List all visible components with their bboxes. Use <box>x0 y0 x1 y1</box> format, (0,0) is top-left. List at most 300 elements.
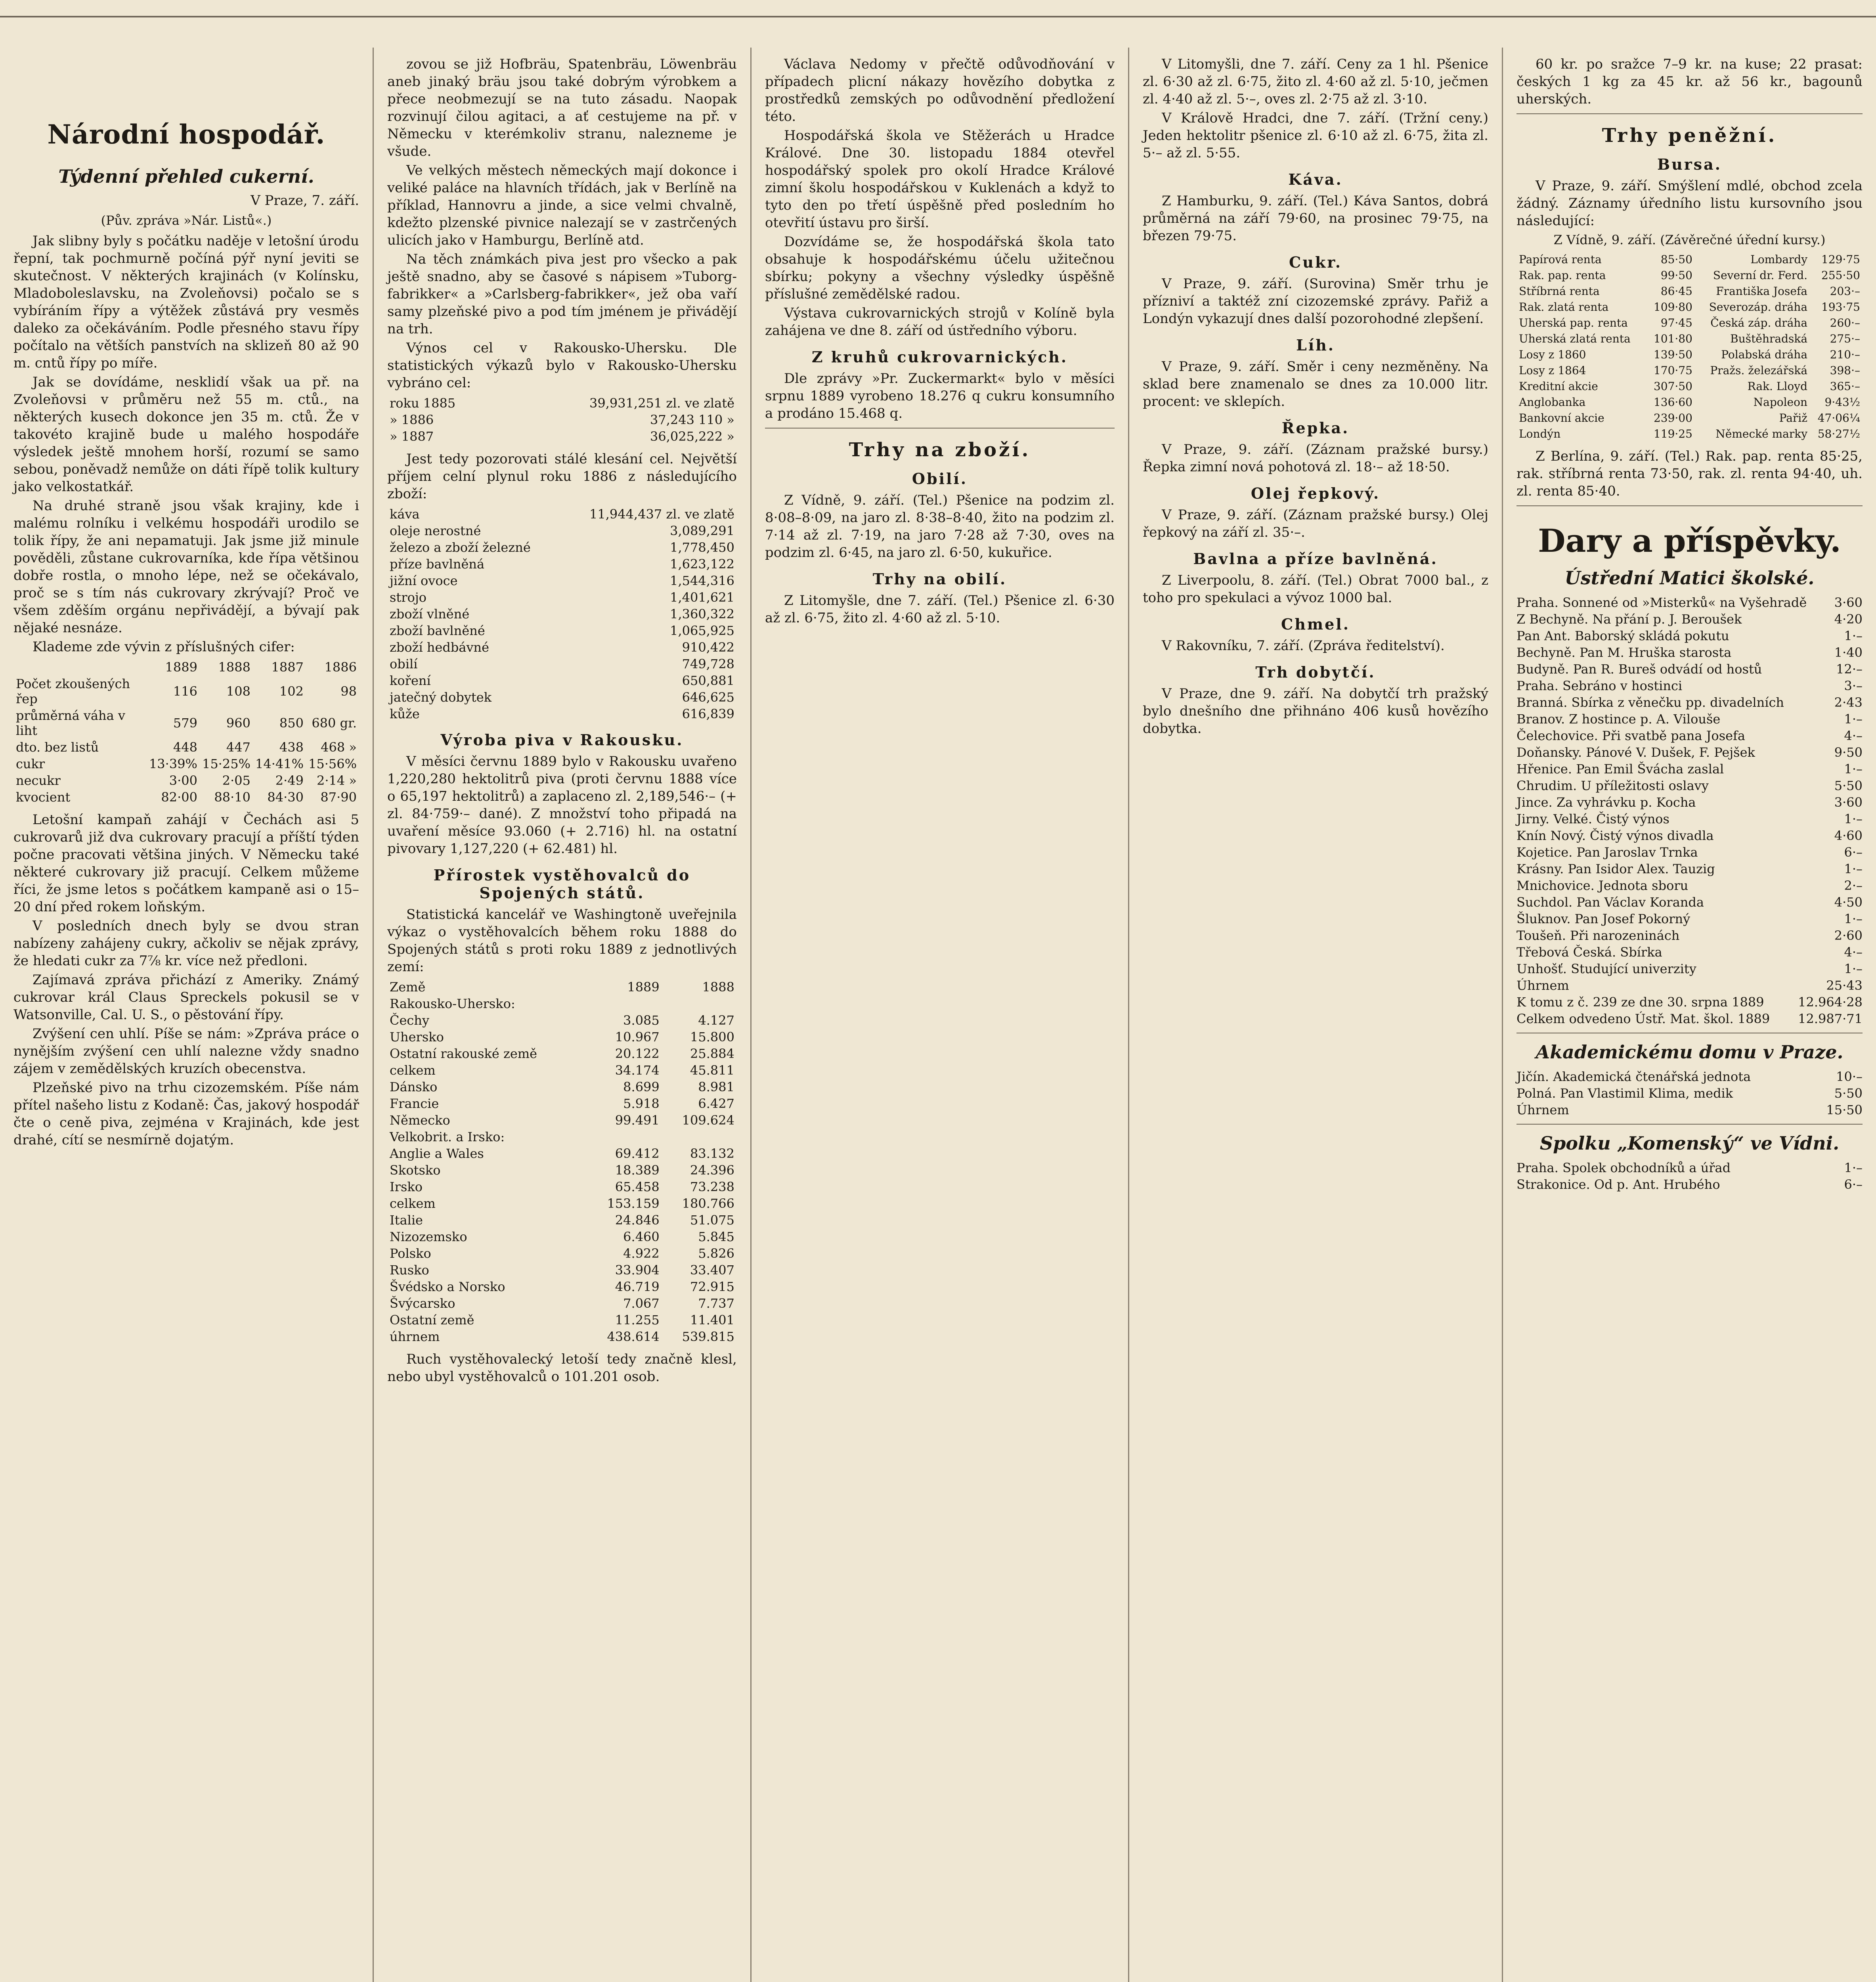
text-cell: 83.132 <box>690 1146 734 1161</box>
section-title: Národní hospodář. <box>47 119 325 150</box>
table-row <box>1516 252 1863 268</box>
list-item <box>1516 911 1863 927</box>
text-cell: 97·45 <box>1660 316 1692 329</box>
text-cell: 4·– <box>1844 945 1863 960</box>
text-cell: 119·25 <box>1653 427 1692 440</box>
text-cell: 11,944,437 zl. ve zlatě <box>589 507 734 522</box>
list-item <box>1516 611 1863 628</box>
text-cell: Londýn <box>1519 427 1561 440</box>
text-cell: 1·– <box>1844 961 1863 976</box>
text-cell: koření <box>390 673 431 688</box>
table-row <box>387 689 737 706</box>
list-item <box>1516 877 1863 894</box>
text-cell: 84·30 <box>267 790 304 805</box>
text-cell: 15.800 <box>690 1029 734 1045</box>
text-cell: 398·– <box>1830 364 1860 377</box>
text-cell: Polsko <box>390 1246 431 1261</box>
text-cell: 960 <box>226 716 251 731</box>
column-4 <box>1129 55 1502 1982</box>
table-row <box>387 1112 737 1129</box>
text-cell: kvocient <box>16 790 71 805</box>
text-cell: Pražs. železářská <box>1710 364 1808 377</box>
text-cell: 51.075 <box>690 1213 734 1228</box>
text-cell: Irsko <box>390 1179 423 1194</box>
text-cell: 11.401 <box>690 1312 734 1328</box>
text-cell: 37,243 110 » <box>650 412 734 427</box>
sugar-circles-title: Z kruhů cukrovarnických. <box>811 348 1068 366</box>
text-cell: 180.766 <box>682 1196 734 1211</box>
text-cell <box>587 1129 662 1145</box>
paragraph: Z Hamburku, 9. září. (Tel.) Káva Santos, dobrá průměrná na září 79·60, na prosinec 79·75, na březen 79·75. <box>1143 193 1488 244</box>
text-cell: Napoleon <box>1753 396 1808 409</box>
table-row <box>387 1312 737 1328</box>
text-cell: 153.159 <box>607 1196 660 1211</box>
text-cell: Ostatní země <box>390 1312 474 1328</box>
text-cell: Z Bechyně. Na přání p. J. Beroušek <box>1516 612 1742 627</box>
text-cell: 10·– <box>1836 1069 1863 1084</box>
list-item <box>1516 1176 1863 1193</box>
text-cell: 2·49 <box>275 773 304 788</box>
text-cell: 12·– <box>1836 662 1863 677</box>
paragraph: Zvýšení cen uhlí. Píše se nám: »Zpráva práce o nynějším zvýšení cen uhlí nalezne vždy snadno zájem v zemědělských kruzích obecenstva. <box>13 1026 359 1077</box>
text-cell: 85·50 <box>1660 253 1692 266</box>
table-row <box>1516 379 1863 394</box>
paragraph: V Praze, 9. září. (Surovina) Směr trhu je přízniví a taktéž zní cizozemské zprávy. Pařiž a Londýn vykazují dnes další pozorohodné zlepšení. <box>1143 276 1488 327</box>
hops-title: Chmel. <box>1281 615 1350 633</box>
text-cell: Lombardy <box>1750 253 1808 266</box>
text-cell: 4·60 <box>1834 828 1863 843</box>
text-cell: zboží vlněné <box>390 606 470 622</box>
list-item <box>1516 761 1863 777</box>
text-cell: 5.918 <box>623 1096 660 1111</box>
text-cell: 15·50 <box>1826 1102 1863 1117</box>
list-item <box>1516 960 1863 977</box>
list-item <box>1516 1159 1863 1176</box>
text-cell: Knín Nový. Čistý výnos divadla <box>1516 828 1714 843</box>
vienna-title: Z Vídně, 9. září. (Závěrečné úřední kursy.) <box>1553 232 1826 247</box>
table-row <box>387 1029 737 1045</box>
text-cell: 170·75 <box>1653 364 1692 377</box>
text-cell: 45.811 <box>690 1063 734 1078</box>
table-row <box>387 1178 737 1195</box>
text-cell: 6.427 <box>698 1096 734 1111</box>
table-row <box>387 995 737 1012</box>
list-item <box>1516 594 1863 611</box>
text-cell: 6.460 <box>623 1229 660 1244</box>
emigration-table <box>387 979 737 1345</box>
text-cell: 4·– <box>1844 728 1863 743</box>
text-cell: 307·50 <box>1653 380 1692 393</box>
text-cell: 1·– <box>1844 861 1863 876</box>
text-cell: 116 <box>173 684 197 699</box>
text-cell: 468 » <box>321 740 357 755</box>
text-cell: 46.719 <box>615 1279 660 1294</box>
donations-previous <box>1516 994 1863 1010</box>
text-cell: Polabská dráha <box>1721 348 1808 361</box>
text-cell: Uhersko <box>390 1029 444 1045</box>
text-cell: Doňansky. Pánové V. Dušek, F. Pejšek <box>1516 745 1755 760</box>
text-cell: 9·50 <box>1834 745 1863 760</box>
list-item <box>1516 894 1863 911</box>
table-row <box>1516 331 1863 347</box>
donations-title: Dary a příspěvky. <box>1538 522 1841 559</box>
paragraph: zovou se již Hofbräu, Spatenbräu, Löwenbräu aneb jinaký bräu jsou také dobrým výrobkem a přece neobmezují se na tuto zásadu. Naopak rozvinují čilou agitaci, a ať cestujeme na př. v Německu v kterémkoliv stranu, nalezneme je všude. <box>387 56 737 159</box>
text-cell: 87·90 <box>320 790 357 805</box>
text-cell: » 1887 <box>390 429 434 444</box>
text-cell: Rakousko-Uhersko: <box>390 996 515 1011</box>
table-row <box>387 506 737 522</box>
text-cell: 36,025,222 » <box>650 429 734 444</box>
text-cell: 2·– <box>1844 878 1863 893</box>
paragraph: V Praze, 9. září. Smýšlení mdlé, obchod zcela žádný. Záznamy úředního listu kursovního jsou následující: <box>1516 178 1863 229</box>
spirit-title: Líh. <box>1296 336 1335 354</box>
money-markets-title: Trhy peněžní. <box>1602 124 1777 147</box>
text-cell: 7.737 <box>698 1296 734 1311</box>
text-cell: Hřenice. Pan Emil Švácha zaslal <box>1516 761 1724 777</box>
text-cell: 275·– <box>1830 332 1860 345</box>
paragraph: Na těch známkách piva jest pro všecko a pak ještě snadno, aby se časové s nápisem »Tuborg-fabrikker« a »Carlsberg-fabrikker«, jež oba vaří samy plzeňské pivo a pod tím jménem je přivádějí na trh. <box>387 251 737 337</box>
text-cell: Švédsko a Norsko <box>390 1279 505 1294</box>
text-cell: 2·43 <box>1834 695 1863 710</box>
text-cell: 3,089,291 <box>670 523 734 538</box>
divider <box>1516 1124 1863 1125</box>
table-row <box>387 1262 737 1278</box>
text-cell: Jirny. Velké. Čistý výnos <box>1516 811 1669 826</box>
goods-table <box>387 506 737 722</box>
list-item <box>1516 861 1863 877</box>
text-cell: 365·– <box>1830 380 1860 393</box>
text-cell: 1·40 <box>1834 645 1863 660</box>
text-cell: 1888 <box>218 660 251 675</box>
paragraph: Zajímavá zpráva přichází z Ameriky. Známý cukrovar král Claus Spreckels pokusil se v Watsonville, Cal. U. S., o pěstování řípy. <box>13 972 359 1023</box>
list-item <box>1516 927 1863 944</box>
text-cell: Buštěhradská <box>1730 332 1808 345</box>
text-cell: 438 <box>279 740 304 755</box>
text-cell: průměrná váha v liht <box>16 708 125 738</box>
paragraph: Hospodářská škola ve Stěžerách u Hradce Králové. Dne 30. listopadu 1884 otevřel hospodářský spolek pro okolí Hradce Králové zimní školu hospodářskou v Kuklenách a když to tyto den po třetí úspěšně před posledním ho otevřití ústavu pro širší. <box>765 128 1115 231</box>
sugar-source: (Pův. zpráva »Nár. Listů«.) <box>101 213 272 228</box>
text-cell: 20.122 <box>615 1046 660 1061</box>
paragraph: Na druhé straně jsou však krajiny, kde i malému rolníku i velkému hospodáři urodilo se tolik řípy, že ani nepamatuji. Jak jsme již minule pověděli, zůstane cukrovarníka, kde řípa většinou dobře rostla, o mnoho lépe, než se očekávalo, proč se s tím nás cukrovary zkrývají? Proč ve všem zděším orgánu nepřivádějí, a bývají pak nějaké nesnáze. <box>13 498 359 636</box>
text-cell: 139·50 <box>1653 348 1692 361</box>
text-cell: 102 <box>279 684 304 699</box>
text-cell: 1·– <box>1844 911 1863 926</box>
text-cell: 616,839 <box>682 706 734 721</box>
text-cell: obilí <box>390 656 418 672</box>
cotton-title: Bavlna a příze bavlněná. <box>1193 550 1438 568</box>
list-item <box>1516 661 1863 677</box>
text-cell: 1,778,450 <box>670 540 734 555</box>
text-cell: Země <box>390 980 426 995</box>
text-cell: Jičín. Akademická čtenářská jednota <box>1516 1069 1751 1084</box>
text-cell: Anglobanka <box>1519 396 1586 409</box>
text-cell: 47·06¼ <box>1817 411 1860 425</box>
text-cell: 99.491 <box>615 1113 660 1128</box>
paragraph: V Králově Hradci, dne 7. září. (Tržní ceny.) Jeden hektolitr pšenice zl. 6·10 až zl. 6·75, žita zl. 5·– až zl. 5·55. <box>1143 110 1488 161</box>
text-cell: jatečný dobytek <box>390 690 492 705</box>
text-cell: 5.826 <box>698 1246 734 1261</box>
table-row <box>387 1295 737 1312</box>
text-cell: 12.987·71 <box>1798 1011 1863 1026</box>
text-cell: Stříbrná renta <box>1519 285 1600 298</box>
text-cell: Pařiž <box>1779 411 1808 425</box>
column-3 <box>752 55 1128 1982</box>
komensky-title: Spolku „Komenský“ ve Vídni. <box>1539 1133 1840 1154</box>
list-item <box>1516 644 1863 661</box>
text-cell: Unhošť. Studující univerzity <box>1516 961 1696 976</box>
table-row <box>13 772 359 789</box>
text-cell: Suchdol. Pan Václav Koranda <box>1516 895 1704 910</box>
text-cell: 1,401,621 <box>670 590 734 605</box>
table-row <box>1516 299 1863 315</box>
text-cell: Celkem odvedeno Ústř. Mat. škol. 1889 <box>1516 1011 1770 1026</box>
text-cell: 101·80 <box>1653 332 1692 345</box>
text-cell: 1·– <box>1844 1160 1863 1175</box>
list-item <box>1516 1068 1863 1085</box>
list-item <box>1516 844 1863 861</box>
text-cell: Čechy <box>390 1013 430 1028</box>
text-cell: Česká záp. dráha <box>1710 316 1808 329</box>
text-cell: 88·10 <box>214 790 251 805</box>
text-cell: 3·60 <box>1834 595 1863 610</box>
table-row <box>387 706 737 722</box>
text-cell: Papírová renta <box>1519 253 1602 266</box>
list-item <box>1516 944 1863 960</box>
text-cell: zboží bavlněné <box>390 623 485 638</box>
text-cell: 72.915 <box>690 1279 734 1294</box>
text-cell: 24.396 <box>690 1163 734 1178</box>
emigration-title: Přírostek vystěhovalců do Spojených států. <box>433 866 691 902</box>
table-row <box>387 1278 737 1295</box>
table-row <box>1516 426 1863 442</box>
table-row <box>387 622 737 639</box>
paragraph: Z Vídně, 9. září. (Tel.) Pšenice na podzim zl. 8·08–8·09, na jaro zl. 8·38–8·40, žito na podzim zl. 7·14 až zl. 7·19, na jaro 7·28 až 7·30, oves na podzim zl. 6·45, na jaro zl. 6·50, kukuřice. <box>765 492 1115 561</box>
list-item <box>1516 777 1863 794</box>
text-cell: Praha. Sebráno v hostinci <box>1516 678 1683 693</box>
paragraph: Ve velkých městech německých mají dokonce i veliké paláce na hlavních třídách, jak v Berlíně na příklad, Hannovru a jinde, a sice velmi chvalně, kdežto plzenské pivnice nalezají se v zastrčených ulicích jako v Hamburgu, Berlíně atd. <box>387 163 737 248</box>
text-cell: 4·20 <box>1834 612 1863 627</box>
table-row <box>387 411 737 428</box>
table-row <box>1516 283 1863 299</box>
table-row <box>387 395 737 411</box>
table-row <box>387 1195 737 1212</box>
text-cell: 1·– <box>1844 811 1863 826</box>
text-cell: Rak. pap. renta <box>1519 269 1606 282</box>
donations-list <box>1516 594 1863 1027</box>
customs-table <box>387 395 737 445</box>
text-cell: Německo <box>390 1113 450 1128</box>
paragraph: V Litomyšli, dne 7. září. Ceny za 1 hl. Pšenice zl. 6·30 až zl. 6·75, žito zl. 4·60 až zl. 5·10, ječmen zl. 4·40 až zl. 5·–, oves zl. 2·75 až zl. 3·10. <box>1143 56 1488 107</box>
donations-total <box>1516 977 1863 994</box>
table-row <box>387 589 737 606</box>
text-cell: 3·00 <box>169 773 197 788</box>
list-item <box>1516 744 1863 761</box>
text-cell: Kreditní akcie <box>1519 380 1598 393</box>
text-cell: 650,881 <box>682 673 734 688</box>
table-row <box>387 1328 737 1345</box>
divider <box>1516 505 1863 506</box>
text-cell: 260·– <box>1830 316 1860 329</box>
text-cell: 3·60 <box>1834 795 1863 810</box>
text-cell: Praha. Sonnené od »Misterků« na Vyšehradě <box>1516 595 1807 610</box>
text-cell: 6·– <box>1844 845 1863 860</box>
table-row <box>387 1012 737 1029</box>
text-cell: zboží hedbávné <box>390 640 490 655</box>
table-row <box>387 1228 737 1245</box>
text-cell: 14·41% <box>255 756 304 771</box>
text-cell: 1888 <box>702 980 734 995</box>
text-cell: Uherská zlatá renta <box>1519 332 1631 345</box>
paragraph: V Praze, 9. září. Směr i ceny nezměněny. Na sklad bere znamenalo se dnes za 10.000 litr. procent: ve sklepích. <box>1143 359 1488 409</box>
text-cell: Švýcarsko <box>390 1296 455 1311</box>
text-cell: 255·50 <box>1821 269 1860 282</box>
text-cell: 108 <box>226 684 251 699</box>
paragraph: V Praze, 9. září. (Záznam pražské bursy.) Řepka zimní nová pohotová zl. 18·– až 18·50. <box>1143 442 1488 475</box>
table-row <box>387 1212 737 1228</box>
column-2 <box>374 55 750 1982</box>
text-cell: 646,625 <box>682 690 734 705</box>
top-rule <box>0 16 1876 17</box>
paragraph: Václava Nedomy v přečtě odůvodňování v případech plicní nákazy hovězího dobytka z prostředků zemských po odůvodnění předložení této. <box>765 56 1115 124</box>
column-1 <box>0 55 373 1982</box>
table-row <box>13 789 359 805</box>
grain-markets-title: Trhy na obilí. <box>872 570 1007 588</box>
text-cell: 82·00 <box>161 790 197 805</box>
list-item <box>1516 1102 1863 1118</box>
text-cell: 1,065,925 <box>670 623 734 638</box>
text-cell: 680 gr. <box>312 716 357 731</box>
text-cell: Losy z 1864 <box>1519 364 1586 377</box>
text-cell: cukr <box>16 756 45 771</box>
sugar-title: Týdenní přehled cukerní. <box>58 166 314 187</box>
text-cell: K tomu z č. 239 ze dne 30. srpna 1889 <box>1516 995 1764 1010</box>
paragraph: 60 kr. po sražce 7–9 kr. na kuse; 22 prasat: českých 1 kg za 45 kr. až 56 kr., bagounů uherských. <box>1516 56 1863 107</box>
text-cell: 5.845 <box>698 1229 734 1244</box>
paragraph: Dozvídáme se, že hospodářská škola tato obsahuje k hospodářskému účelu užitečnou sbírku; pokyny a všechny výsledky úspěšně příslušné zemědělské radou. <box>765 234 1115 302</box>
table-row <box>387 1062 737 1079</box>
table-row <box>387 572 737 589</box>
academic-title: Akademickému domu v Praze. <box>1536 1041 1843 1063</box>
text-cell: 210·– <box>1830 348 1860 361</box>
paragraph: Výstava cukrovarnických strojů v Kolíně byla zahájena ve dne 8. září od ústředního výboru. <box>765 305 1115 339</box>
text-cell: Skotsko <box>390 1163 441 1178</box>
paragraph: V měsíci červnu 1889 bylo v Rakousku uvařeno 1,220,280 hektolitrů piva (proti červnu 1888 více o 65,197 hektolitrů) a zaplaceno zl. 2,189,546·– (+ zl. 84·759·– dané). Z množství toho připadá na uvaření měsíce 93.060 (+ 2.716) hl. na ostatní pivovary 1,127,220 (+ 62.481) hl. <box>387 754 737 857</box>
text-cell: 33.904 <box>615 1263 660 1278</box>
paragraph: Ruch vystěhovalecký letoší tedy značně klesl, nebo ubyl vystěhovalců o 101.201 osob. <box>387 1351 737 1385</box>
table-row <box>1516 363 1863 379</box>
text-cell: 25·43 <box>1826 978 1863 993</box>
text-cell <box>587 995 662 1012</box>
text-cell: necukr <box>16 773 61 788</box>
paragraph: V Praze, 9. září. (Záznam pražské bursy.) Olej řepkový na září zl. 35·–. <box>1143 507 1488 540</box>
paragraph: Plzeňské pivo na trhu cizozemském. Píše nám přítel našeho listu z Kodaně: Čas, jakový hospodář čte o ceně piva, zejména v Krajinách, kde jest drahé, cítí se nesmírně dojatým. <box>13 1080 359 1148</box>
table-row <box>387 672 737 689</box>
text-cell: 1889 <box>627 980 660 995</box>
text-cell: Jince. Za vyhrávku p. Kocha <box>1516 795 1696 810</box>
column-5 <box>1503 55 1876 1982</box>
text-cell: Praha. Spolek obchodníků a úřad <box>1516 1160 1731 1175</box>
paragraph: Statistická kancelář ve Washingtoně uveřejnila výkaz o vystěhovalcích během roku 1888 do Spojených států s proti roku 1889 z jednotlivých zemí: <box>387 907 737 975</box>
text-cell: Severozáp. dráha <box>1709 300 1808 314</box>
text-cell: 10.967 <box>615 1029 660 1045</box>
text-cell: Nizozemsko <box>390 1229 467 1244</box>
text-cell: 99·50 <box>1660 269 1692 282</box>
divider <box>765 428 1115 429</box>
text-cell: strojo <box>390 590 427 605</box>
table-row <box>387 1095 737 1112</box>
text-cell: 1·– <box>1844 712 1863 727</box>
text-cell: 2·14 » <box>317 773 357 788</box>
text-cell: Chrudim. U příležitosti oslavy <box>1516 778 1709 793</box>
text-cell: Pan Ant. Baborský skládá pokutu <box>1516 628 1729 643</box>
rape-title: Řepka. <box>1281 419 1350 437</box>
text-cell: 25.884 <box>690 1046 734 1061</box>
list-item <box>1516 727 1863 744</box>
markets-title: Trhy na zboží. <box>849 439 1031 461</box>
text-cell: 6·– <box>1844 1177 1863 1192</box>
text-cell: Rusko <box>390 1263 429 1278</box>
cattle-title: Trh dobytčí. <box>1255 663 1376 681</box>
text-cell: Bechyně. Pan M. Hruška starosta <box>1516 645 1732 660</box>
text-cell: 1,544,316 <box>670 573 734 588</box>
text-cell: oleje nerostné <box>390 523 481 538</box>
text-cell: » 1886 <box>390 412 434 427</box>
text-cell: Velkobrit. a Irsko: <box>390 1129 505 1144</box>
text-cell: 4.922 <box>623 1246 660 1261</box>
text-cell: 18.389 <box>615 1163 660 1178</box>
table-row <box>387 556 737 572</box>
text-cell: Rak. zlatá renta <box>1519 300 1609 314</box>
list-item <box>1516 694 1863 711</box>
text-cell: káva <box>390 507 420 522</box>
text-cell: 3·– <box>1844 678 1863 693</box>
text-cell: Třebová Česká. Sbírka <box>1516 945 1662 960</box>
text-cell: Francie <box>390 1096 439 1111</box>
text-cell: Úhrnem <box>1516 978 1569 993</box>
text-cell: 8.981 <box>698 1079 734 1094</box>
text-cell: 447 <box>226 740 251 755</box>
list-item <box>1516 1085 1863 1102</box>
table-row <box>387 1245 737 1262</box>
list-item <box>1516 628 1863 644</box>
text-cell: Toušeň. Při narozeninách <box>1516 928 1680 943</box>
text-cell: roku 1885 <box>390 396 456 411</box>
table-header-row <box>13 659 359 675</box>
paragraph: Jak se dovídáme, nesklidí však ua př. na Zvoleňovsi v průměru než 55 m. ctů., na některých kusech dokonce jen 35 m. ctů. Že v takovéto krajině bude u malého hospodáře výsledek ještě mnohem horší, rozumí se samo sebou, poněvadž nemůže on dáti řípě tolik kultury jako velkostatkář. <box>13 374 359 495</box>
matice-title: Ústřední Matici školské. <box>1564 567 1815 589</box>
text-cell: 33.407 <box>690 1263 734 1278</box>
text-cell: Německé marky <box>1715 427 1808 440</box>
text-cell: Počet zkoušených řep <box>16 676 130 706</box>
paragraph: Klademe zde vývin z příslušných cifer: <box>33 639 295 655</box>
paragraph: Jak slibny byly s počátku naděje v letošní úrodu řepní, tak pochmurně počíná pýř nyní jeviti se skutečnost. V některých krajinách (v Kolínsku, Mladoboleslavsku, na Zvoleňovsi) počalo se s vybíráním řípy a výtěžek zůstává pry vesměs daleko za očekáváním. Podle přesného stavu řípy počítalo na větších panstvích na sklizeň 80 až 90 m. cntů řípy po míře. <box>13 233 359 371</box>
paragraph: Jest tedy pozorovati stálé klesání cel. Největší příjem celní plynul roku 1886 z následujícího zboží: <box>387 451 737 502</box>
text-cell: 1·– <box>1844 761 1863 777</box>
table-row <box>1516 410 1863 426</box>
text-cell: 4·50 <box>1834 895 1863 910</box>
table-row <box>1516 268 1863 283</box>
text-cell: Budyně. Pan R. Bureš odvádí od hostů <box>1516 662 1762 677</box>
table-header-row <box>387 979 737 995</box>
text-cell: celkem <box>390 1063 436 1078</box>
table-row <box>387 428 737 445</box>
text-cell: 12.964·28 <box>1798 995 1863 1010</box>
text-cell: 3.085 <box>623 1013 660 1028</box>
text-cell: 73.238 <box>690 1179 734 1194</box>
text-cell: Františka Josefa <box>1716 285 1808 298</box>
text-cell: Mnichovice. Jednota sboru <box>1516 878 1689 893</box>
text-cell: Polná. Pan Vlastimil Klima, medik <box>1516 1086 1733 1101</box>
